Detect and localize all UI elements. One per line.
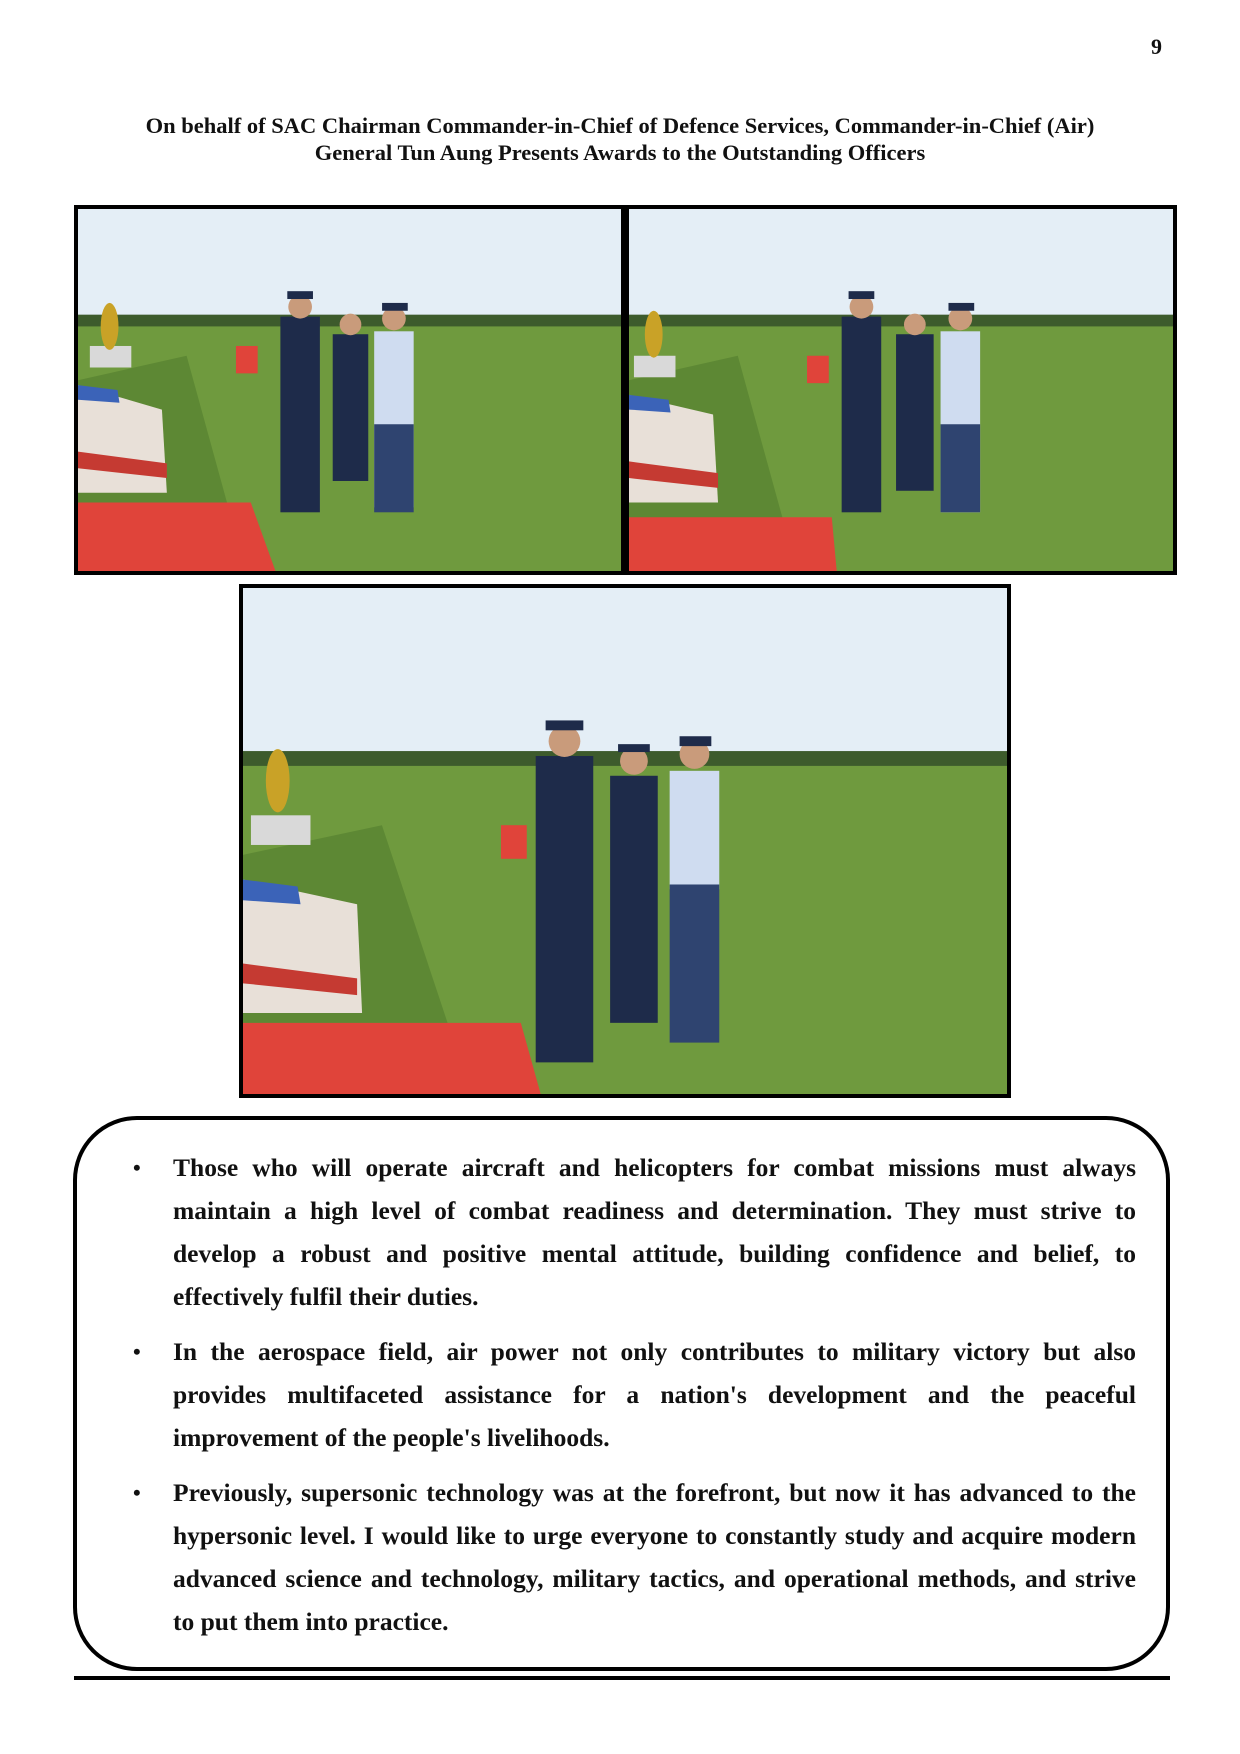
list-item: [133, 1330, 1136, 1459]
photo-1-illustration: [78, 209, 621, 571]
photo-award-handover-2: [625, 205, 1177, 575]
list-item-text: Previously, supersonic technology was at the forefront, but now it has advanced to the hypersonic level. I would like to urge everyone to constantly study and acquire modern advanced science and technology, military tactics, and operational methods, and strive to put them into practice.: [173, 1478, 1136, 1636]
photo-award-handover-1: [74, 205, 625, 575]
page-title-line-2: General Tun Aung Presents Awards to the Outstanding Officers: [314, 140, 926, 165]
bullet-icon: •: [133, 1480, 141, 1505]
list-item: [133, 1146, 1136, 1318]
list-item: [133, 1471, 1136, 1643]
speech-highlights-box: [73, 1116, 1170, 1671]
page-title-line-1: On behalf of SAC Chairman Commander-in-Chief of Defence Services, Commander-in-Chief (Air): [145, 113, 1095, 138]
photo-award-handover-3: [239, 584, 1011, 1098]
bullet-icon: •: [133, 1155, 141, 1180]
footer-divider: [74, 1676, 1170, 1680]
page-title: [60, 112, 1180, 166]
bullet-icon: •: [133, 1339, 141, 1364]
photo-2-illustration: [629, 209, 1173, 571]
list-item-text: Those who will operate aircraft and helicopters for combat missions must always maintain a high level of combat readiness and determination. They must strive to develop a robust and positive mental attitude, building confidence and belief, to effectively fulfil their duties.: [173, 1153, 1136, 1311]
page-number: 9: [1151, 34, 1162, 59]
list-item-text: In the aerospace field, air power not only contributes to military victory but also provides multifaceted assistance for a nation's development and the peaceful improvement of the people's livelihoods.: [173, 1337, 1136, 1452]
speech-highlights-list: [133, 1146, 1136, 1655]
photo-3-illustration: [243, 588, 1007, 1094]
